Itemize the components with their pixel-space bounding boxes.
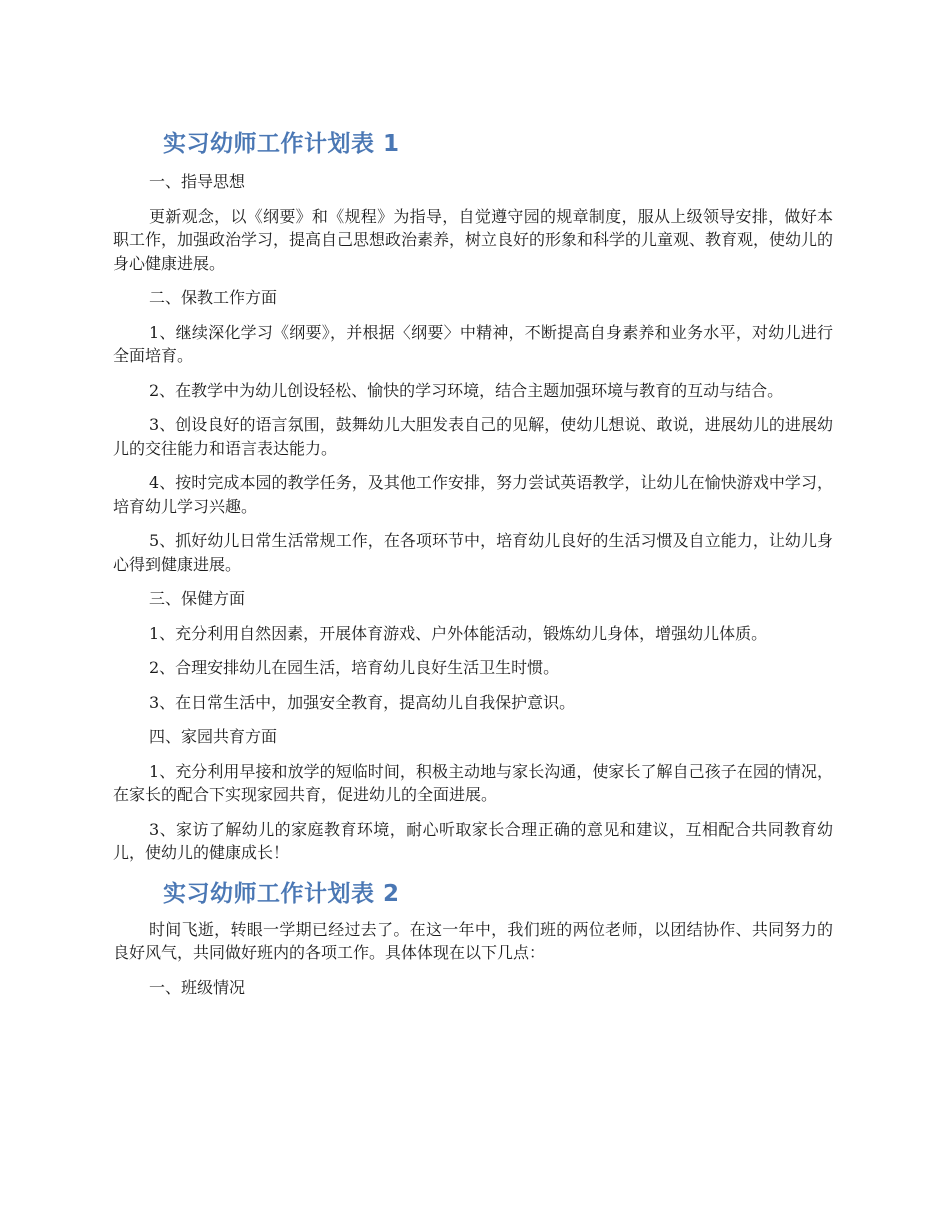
paragraph: 2、在教学中为幼儿创设轻松、愉快的学习环境，结合主题加强环境与教育的互动与结合。 [149,380,784,400]
section-class-situation: 一、班级情况 [149,977,246,997]
section-care-education: 二、保教工作方面 [149,288,278,307]
paragraph: 5、抓好幼儿日常生活常规工作，在各项环节中，培育幼儿良好的生活习惯及自立能力，让幼儿身心得到健康进展。 [113,531,833,574]
paragraph: 3、创设良好的语言氛围，鼓舞幼儿大胆发表自己的见解，使幼儿想说、敢说，进展幼儿的进展幼儿的交往能力和语言表达能力。 [113,415,833,458]
paragraph: 1、充分利用自然因素，开展体育游戏、户外体能活动，锻炼幼儿身体，增强幼儿体质。 [149,623,768,643]
document-page [113,126,833,1010]
paragraph: 1、继续深化学习《纲要》，并根据〈纲要〉中精神，不断提高自身素养和业务水平，对幼儿进行全面培育。 [113,322,833,365]
section-home-school: 四、家园共育方面 [149,727,278,746]
plan-1-heading: 实习幼师工作计划表 1 [163,131,400,157]
plan-2-heading: 实习幼师工作计划表 2 [163,880,400,907]
section-guiding-ideology: 一、指导思想 [149,172,246,191]
paragraph: 1、充分利用早接和放学的短临时间，积极主动地与家长沟通，使家长了解自己孩子在园的情况，在家长的配合下实现家园共育，促进幼儿的全面进展。 [113,761,833,804]
paragraph: 时间飞逝，转眼一学期已经过去了。在这一年中，我们班的两位老师，以团结协作、共同努力的良好风气，共同做好班内的各项工作。具体体现在以下几点： [113,919,833,962]
paragraph: 更新观念，以《纲要》和《规程》为指导，自觉遵守园的规章制度，服从上级领导安排，做好本职工作，加强政治学习，提高自己思想政治素养，树立良好的形象和科学的儿童观、教育观，使幼儿的身心健康进展。 [113,206,834,273]
paragraph: 3、在日常生活中，加强安全教育，提高幼儿自我保护意识。 [149,692,576,712]
paragraph: 2、合理安排幼儿在园生活，培育幼儿良好生活卫生时惯。 [149,658,560,677]
paragraph: 4、按时完成本园的教学任务，及其他工作安排，努力尝试英语教学，让幼儿在愉快游戏中学习，培育幼儿学习兴趣。 [113,473,833,516]
paragraph: 3、家访了解幼儿的家庭教育环境，耐心听取家长合理正确的意见和建议，互相配合共同教育幼儿，使幼儿的健康成长！ [113,819,833,862]
section-health-care: 三、保健方面 [149,589,246,608]
